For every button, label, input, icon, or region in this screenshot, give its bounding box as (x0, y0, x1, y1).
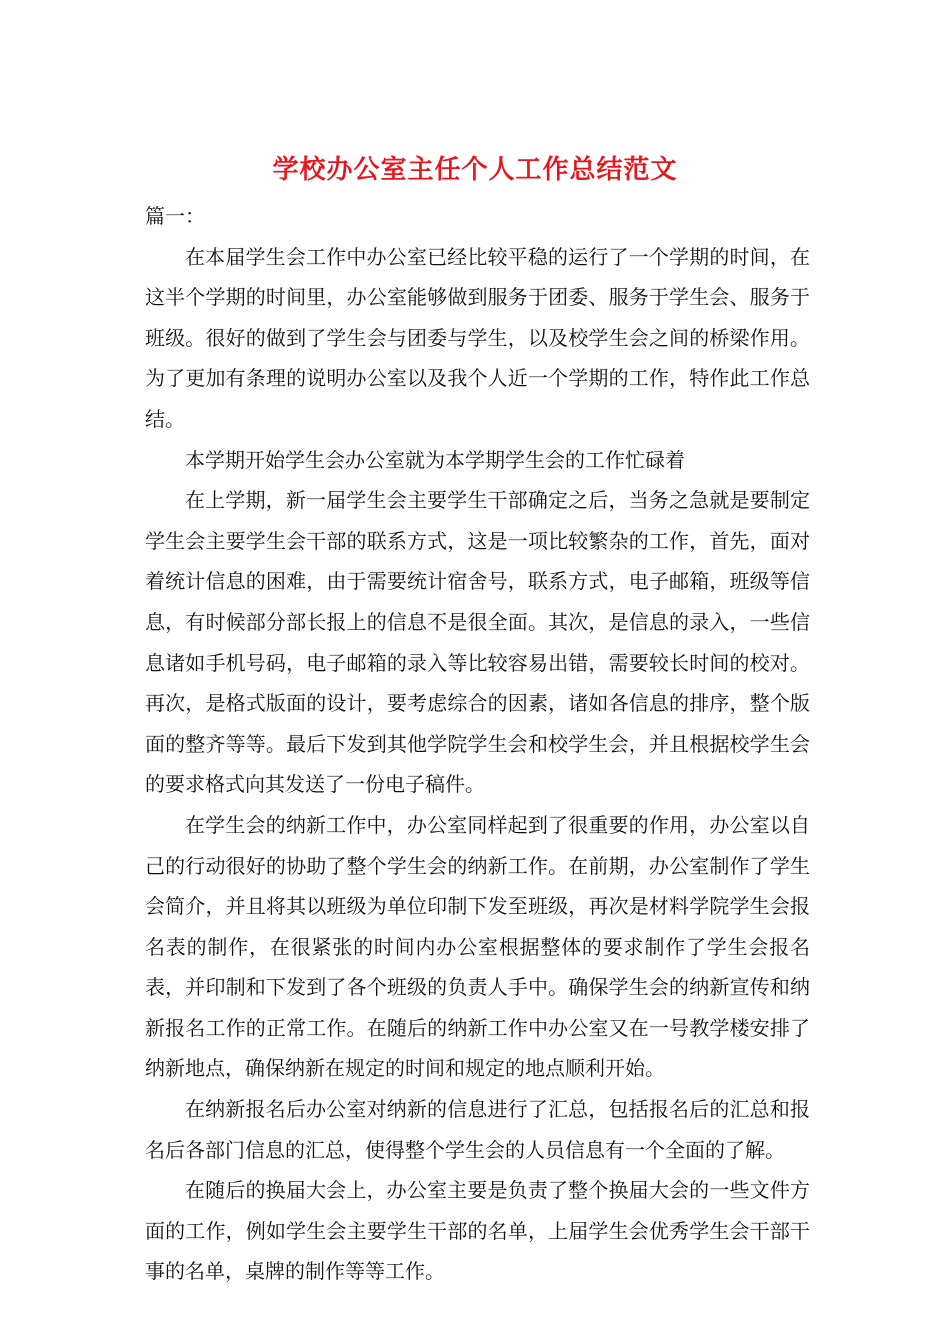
paragraph: 在本届学生会工作中办公室已经比较平稳的运行了一个学期的时间，在这半个学期的时间里，办公室能够做到服务于团委、服务于学生会、服务于班级。很好的做到了学生会与团委与学生，以及校学生会之间的桥梁作用。为了更加有条理的说明办公室以及我个人近一个学期的工作，特作此工作总结。 (145, 244, 810, 431)
paragraph: 在上学期，新一届学生会主要学生干部确定之后，当务之急就是要制定学生会主要学生会干部的联系方式，这是一项比较繁杂的工作，首先，面对着统计信息的困难，由于需要统计宿舍号，联系方式，电子邮箱，班级等信息，有时候部分部长报上的信息不是很全面。其次，是信息的录入，一些信息诸如手机号码，电子邮箱的录入等比较容易出错，需要较长时间的校对。再次，是格式版面的设计，要考虑综合的因素，诸如各信息的排序，整个版面的整齐等等。最后下发到其他学院学生会和校学生会，并且根据校学生会的要求格式向其发送了一份电子稿件。 (145, 488, 810, 797)
paragraph: 在学生会的纳新工作中，办公室同样起到了很重要的作用，办公室以自己的行动很好的协助了整个学生会的纳新工作。在前期，办公室制作了学生会简介，并且将其以班级为单位印制下发至班级，再次是材料学院学生会报名表的制作，在很紧张的时间内办公室根据整体的要求制作了学生会报名表，并印制和下发到了各个班级的负责人手中。确保学生会的纳新宣传和纳新报名工作的正常工作。在随后的纳新工作中办公室又在一号教学楼安排了纳新地点，确保纳新在规定的时间和规定的地点顺利开始。 (145, 812, 810, 1081)
paragraph: 本学期开始学生会办公室就为本学期学生会的工作忙碌着 (185, 447, 685, 472)
paragraph: 在随后的换届大会上，办公室主要是负责了整个换届大会的一些文件方面的工作，例如学生会主要学生干部的名单，上届学生会优秀学生会干部干事的名单，桌牌的制作等等工作。 (145, 1178, 810, 1284)
document-body (145, 196, 810, 1292)
paragraph: 在纳新报名后办公室对纳新的信息进行了汇总，包括报名后的汇总和报名后各部门信息的汇总，使得整个学生会的人员信息有一个全面的了解。 (145, 1097, 810, 1162)
section-label: 篇一： (145, 204, 205, 228)
document-title: 学校办公室主任个人工作总结范文 (272, 155, 678, 185)
